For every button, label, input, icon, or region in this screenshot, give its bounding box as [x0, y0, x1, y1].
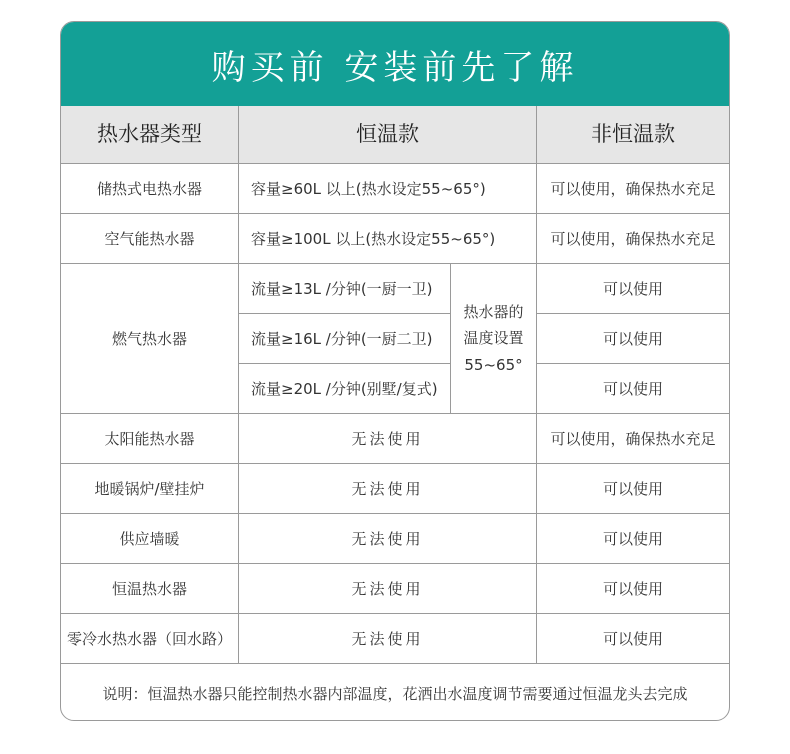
- row-type: 恒温热水器: [61, 564, 239, 614]
- gas-temperature-note: 热水器的温度设置55~65°: [451, 264, 537, 414]
- row-thermo: 无法使用: [239, 514, 537, 564]
- row-non-gas-2: 可以使用: [537, 314, 729, 364]
- row-non: 可以使用: [537, 514, 729, 564]
- row-thermo: 无法使用: [239, 464, 537, 514]
- row-non: 可以使用，确保热水充足: [537, 164, 729, 214]
- row-type: 地暖锅炉/壁挂炉: [61, 464, 239, 514]
- row-type-gas: 燃气热水器: [61, 264, 239, 414]
- row-thermo: 无法使用: [239, 614, 537, 664]
- footer-note: 说明：恒温热水器只能控制热水器内部温度，花洒出水温度调节需要通过恒温龙头去完成: [102, 684, 688, 703]
- row-type: 零冷水热水器（回水路）: [61, 614, 239, 664]
- row-thermo: 容量≥100L 以上(热水设定55~65°): [239, 214, 537, 264]
- banner: [61, 22, 729, 106]
- banner-title: 购买前 安装前先了解: [211, 47, 579, 88]
- row-thermo: 容量≥60L 以上(热水设定55~65°): [239, 164, 537, 214]
- row-thermo-gas-2: 流量≥16L /分钟(一厨二卫): [239, 314, 451, 364]
- info-card: [60, 21, 730, 721]
- row-non: 可以使用: [537, 614, 729, 664]
- header-thermostatic: 恒温款: [239, 106, 537, 164]
- row-non-gas-3: 可以使用: [537, 364, 729, 414]
- header-non-thermostatic: 非恒温款: [537, 106, 729, 164]
- row-thermo: 无法使用: [239, 414, 537, 464]
- header-type: 热水器类型: [61, 106, 239, 164]
- row-type: 储热式电热水器: [61, 164, 239, 214]
- row-thermo-gas-1: 流量≥13L /分钟(一厨一卫): [239, 264, 451, 314]
- comparison-table: [61, 106, 729, 666]
- row-non: 可以使用: [537, 464, 729, 514]
- row-non: 可以使用，确保热水充足: [537, 214, 729, 264]
- row-non: 可以使用，确保热水充足: [537, 414, 729, 464]
- row-type: 供应墙暖: [61, 514, 239, 564]
- row-non-gas-1: 可以使用: [537, 264, 729, 314]
- row-thermo-gas-3: 流量≥20L /分钟(别墅/复式): [239, 364, 451, 414]
- row-thermo: 无法使用: [239, 564, 537, 614]
- row-type: 空气能热水器: [61, 214, 239, 264]
- row-non: 可以使用: [537, 564, 729, 614]
- row-type: 太阳能热水器: [61, 414, 239, 464]
